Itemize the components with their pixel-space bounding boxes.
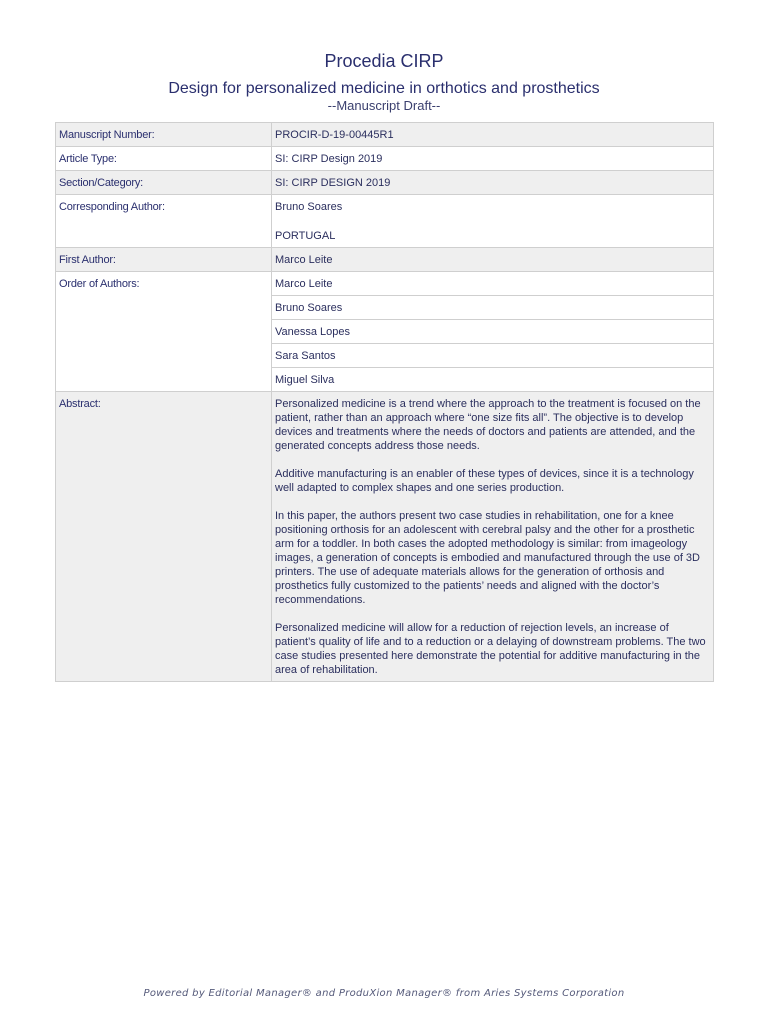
abstract-paragraph: Personalized medicine is a trend where the approach to the treatment is focused on the patient, rather than an approach where “one size fits all”. The objective is to develop devices and treatments where the needs of doctors and patients are attended, and the generated concepts address those needs. bbox=[275, 398, 701, 452]
article-type-label: Article Type: bbox=[56, 147, 272, 171]
section-category-label: Section/Category: bbox=[56, 171, 272, 195]
table-row bbox=[56, 272, 714, 296]
manuscript-metadata-table bbox=[55, 122, 714, 682]
draft-label: --Manuscript Draft-- bbox=[327, 98, 441, 113]
document-header bbox=[0, 0, 768, 113]
table-row bbox=[56, 392, 714, 682]
author-item: Vanessa Lopes bbox=[272, 320, 714, 344]
corresponding-author-value bbox=[272, 195, 714, 248]
journal-title: Procedia CIRP bbox=[324, 51, 444, 71]
abstract-paragraph: Personalized medicine will allow for a reduction of rejection levels, an increase of patient’s quality of life and to a reduction or a delaying of downstream problems. The two case studies presented here demonstrate the potential for additive manufacturing in the area of rehabilitation. bbox=[275, 622, 706, 676]
article-type-value: SI: CIRP Design 2019 bbox=[272, 147, 714, 171]
author-item: Marco Leite bbox=[272, 272, 714, 296]
table-row bbox=[56, 147, 714, 171]
abstract-paragraph: Additive manufacturing is an enabler of these types of devices, since it is a technology well adapted to complex shapes and one series production. bbox=[275, 468, 694, 494]
table-row bbox=[56, 123, 714, 147]
manuscript-number-value: PROCIR-D-19-00445R1 bbox=[272, 123, 714, 147]
abstract-value bbox=[272, 392, 714, 682]
corresponding-author-name: Bruno Soares bbox=[275, 201, 343, 213]
corresponding-author-country: PORTUGAL bbox=[275, 230, 336, 242]
author-item: Sara Santos bbox=[272, 344, 714, 368]
table-row bbox=[56, 171, 714, 195]
corresponding-author-label: Corresponding Author: bbox=[56, 195, 272, 248]
manuscript-number-label: Manuscript Number: bbox=[56, 123, 272, 147]
order-of-authors-label: Order of Authors: bbox=[56, 272, 272, 392]
abstract-paragraph: In this paper, the authors present two case studies in rehabilitation, one for a knee positioning orthosis for an adolescent with cerebral palsy and the other for a prosthetic arm for a toddler. In both cases the adopted methodology is similar: from imageology images, a generation of concepts is embodied and manufactured through the use of 3D printers. The use of adequate materials allows for the generation of orthosis and prosthetics fully customized to the patients’ needs and aligned with the doctor’s recommendations. bbox=[275, 510, 700, 606]
article-title: Design for personalized medicine in orthotics and prosthetics bbox=[168, 80, 600, 97]
first-author-label: First Author: bbox=[56, 248, 272, 272]
abstract-label: Abstract: bbox=[56, 392, 272, 682]
table-row bbox=[56, 195, 714, 248]
author-item: Miguel Silva bbox=[272, 368, 714, 392]
footer-credit: Powered by Editorial Manager® and ProduXion Manager® from Aries Systems Corporation bbox=[143, 988, 625, 999]
section-category-value: SI: CIRP DESIGN 2019 bbox=[272, 171, 714, 195]
author-item: Bruno Soares bbox=[272, 296, 714, 320]
first-author-value: Marco Leite bbox=[272, 248, 714, 272]
table-row bbox=[56, 248, 714, 272]
